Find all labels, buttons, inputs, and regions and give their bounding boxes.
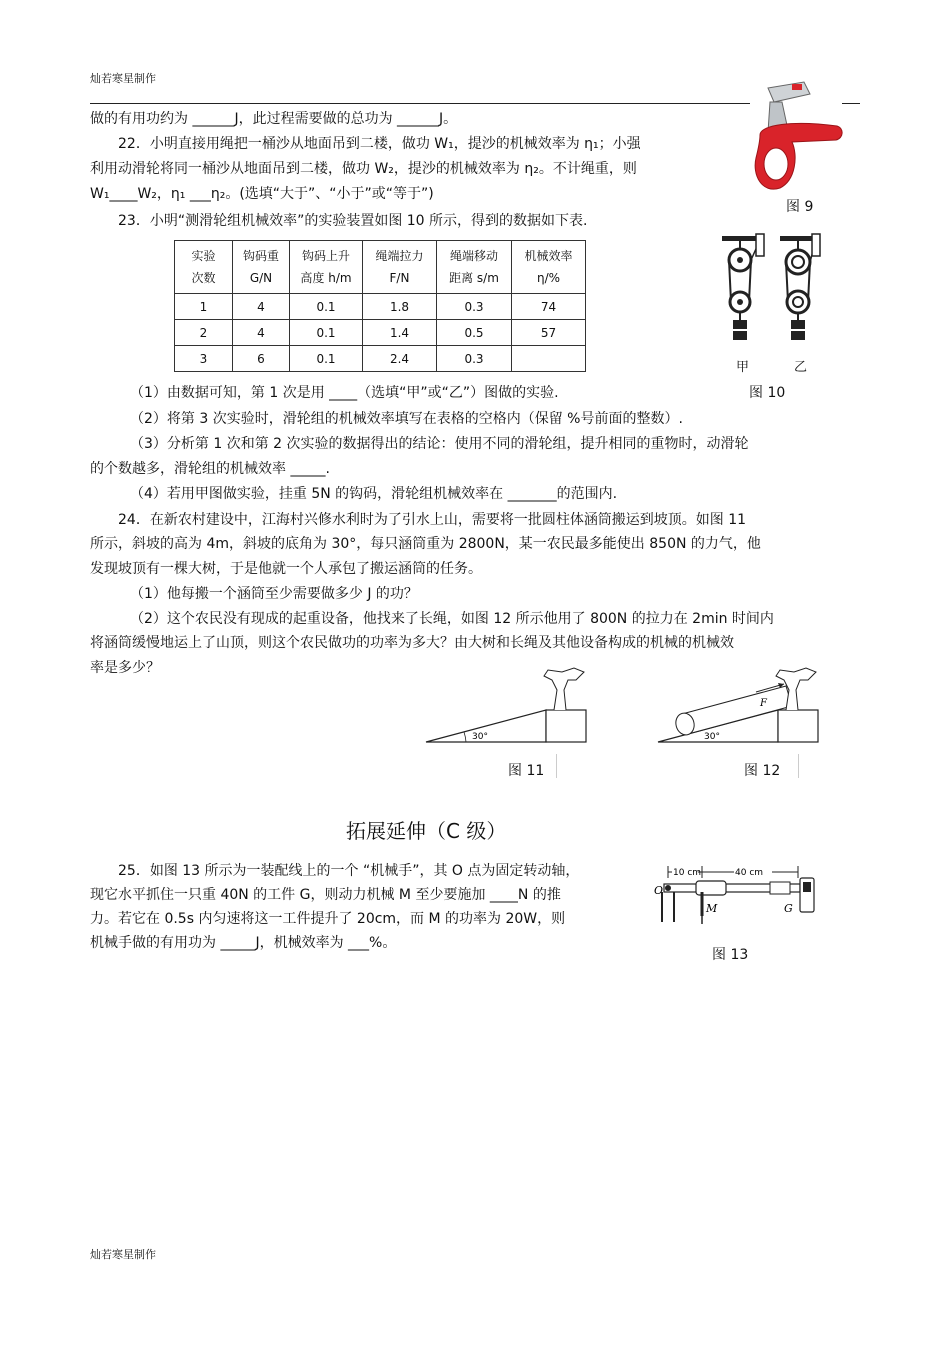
table-header-cell: 绳端拉力 F/N	[363, 241, 437, 294]
table-cell: 2	[175, 320, 233, 346]
table-header-cell: 绳端移动 距离 s/m	[437, 241, 512, 294]
fig10-yi-label: 乙	[794, 360, 808, 375]
fig12-force-label: F	[760, 698, 767, 709]
header-rule	[90, 103, 750, 104]
table-cell: 1.4	[363, 320, 437, 346]
pulley-figure	[718, 232, 828, 352]
q22-line3: W₁____W₂，η₁ ___η₂。(选填“大于”、“小于”或“等于”)	[90, 186, 434, 202]
fig13-label-G: G	[784, 902, 793, 915]
fig12-divider	[798, 754, 799, 778]
mechanical-arm-figure	[652, 858, 822, 938]
q24-line3: 发现坡顶有一棵大树，于是他就一个人承包了搬运涵筒的任务。	[90, 561, 482, 577]
slope-figure-12	[656, 668, 826, 748]
table-header-cell: 实验 次数	[175, 241, 233, 294]
q22-line1: 22．小明直接用绳把一桶沙从地面吊到二楼，做功 W₁，提沙的机械效率为 η₁；小强	[118, 136, 641, 152]
q24-sub2a: （2）这个农民没有现成的起重设备，他找来了长绳，如图 12 所示他用了 800N 的拉力在 2min 时间内	[130, 611, 774, 627]
q25-line2: 现它水平抓住一只重 40N 的工件 G，则动力机械 M 至少要施加 ____N 的推	[90, 887, 561, 903]
q24-sub1: （1）他每搬一个涵筒至少需要做多少 J 的功？	[130, 586, 418, 602]
table-row	[175, 294, 586, 320]
table-cell: 4	[233, 294, 290, 320]
experiment-table	[174, 240, 586, 372]
q23-sub1: （1）由数据可知，第 1 次是用 ____（选填“甲”或“乙”）图做的实验.	[130, 385, 559, 401]
nail-clipper-figure	[752, 80, 847, 195]
table-cell: 0.3	[437, 346, 512, 372]
fig12-caption: 图 12	[744, 763, 781, 779]
table-cell: 0.3	[437, 294, 512, 320]
table-header-cell: 钩码重 G/N	[233, 241, 290, 294]
header-maker: 灿若寒星制作	[90, 72, 156, 85]
q25-line1: 25．如图 13 所示为一装配线上的一个 “机械手”，其 O 点为固定转动轴，	[118, 863, 580, 879]
table-row	[175, 346, 586, 372]
table-cell: 1	[175, 294, 233, 320]
table-cell	[512, 346, 586, 372]
q22-line2: 利用动滑轮将同一桶沙从地面吊到二楼，做功 W₂，提沙的机械效率为 η₂。不计绳重，则	[90, 161, 637, 177]
table-cell: 2.4	[363, 346, 437, 372]
fig9-caption: 图 9	[786, 199, 814, 215]
q25-line4: 机械手做的有用功为 _____J，机械效率为 ___%。	[90, 935, 397, 951]
fig11-caption: 图 11	[508, 763, 545, 779]
q23-sub2: （2）将第 3 次实验时，滑轮组的机械效率填写在表格的空格内（保留 %号前面的整数）.	[130, 411, 683, 427]
table-header-cell: 钩码上升 高度 h/m	[290, 241, 363, 294]
fig10-jia-label: 甲	[736, 360, 750, 375]
table-row	[175, 320, 586, 346]
table-cell: 57	[512, 320, 586, 346]
q23-sub4: （4）若用甲图做实验，挂重 5N 的钩码，滑轮组机械效率在 _______的范围内.	[130, 486, 618, 502]
q23-intro: 23．小明“测滑轮组机械效率”的实验装置如图 10 所示，得到的数据如下表.	[118, 213, 588, 229]
table-header-row	[175, 241, 586, 294]
q24-sub2c: 率是多少？	[90, 660, 160, 676]
q24-line1: 24．在新农村建设中，江海村兴修水利时为了引水上山，需要将一批圆柱体涵筒搬运到坡顶。如图 11	[118, 512, 747, 528]
q21-tail: 做的有用功约为 ______J，此过程需要做的总功为 ______J。	[90, 111, 458, 127]
slope-figure-11	[424, 668, 594, 748]
fig13-dim40: 40 cm	[735, 868, 764, 878]
fig11-angle: 30°	[472, 732, 488, 742]
section-title: 拓展延伸（C 级）	[346, 819, 507, 843]
fig12-angle: 30°	[704, 732, 720, 742]
fig13-caption: 图 13	[712, 947, 749, 963]
fig13-label-O: O	[654, 884, 664, 897]
q24-sub2b: 将涵筒缓慢地运上了山顶，则这个农民做功的功率为多大？由大树和长绳及其他设备构成的机械的机械效	[90, 635, 734, 651]
table-header-cell: 机械效率 η/%	[512, 241, 586, 294]
table-cell: 0.1	[290, 320, 363, 346]
q25-line3: 力。若它在 0.5s 内匀速将这一工件提升了 20cm，而 M 的功率为 20W，则	[90, 911, 566, 927]
footer-maker: 灿若寒星制作	[90, 1248, 156, 1261]
q24-line2: 所示，斜坡的高为 4m，斜坡的底角为 30°，每只涵筒重为 2800N，某一农民最多能使出 850N 的力气，他	[90, 536, 761, 552]
table-cell: 74	[512, 294, 586, 320]
table-cell: 0.1	[290, 294, 363, 320]
table-cell: 0.5	[437, 320, 512, 346]
fig11-divider	[556, 754, 557, 778]
table-cell: 0.1	[290, 346, 363, 372]
fig13-dim10: 10 cm	[673, 868, 702, 878]
table-cell: 4	[233, 320, 290, 346]
fig13-label-M: M	[706, 902, 718, 915]
fig10-caption: 图 10	[749, 385, 786, 401]
q23-sub3b: 的个数越多，滑轮组的机械效率 _____.	[90, 461, 330, 477]
table-cell: 3	[175, 346, 233, 372]
table-cell: 1.8	[363, 294, 437, 320]
q23-sub3a: （3）分析第 1 次和第 2 次实验的数据得出的结论：使用不同的滑轮组，提升相同的重物时，动滑轮	[130, 436, 749, 452]
table-cell: 6	[233, 346, 290, 372]
